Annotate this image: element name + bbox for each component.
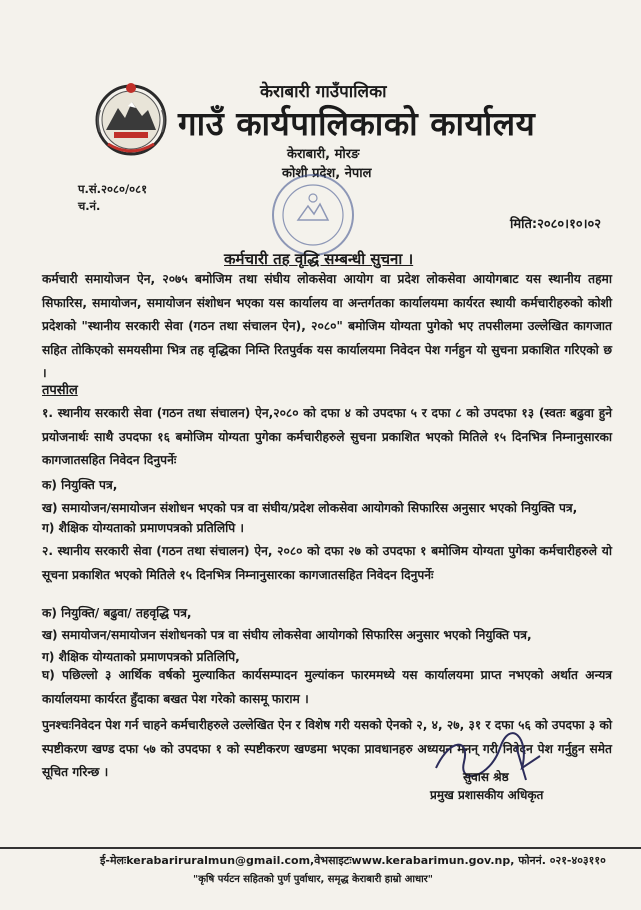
office-province: कोशी प्रदेश, नेपाल — [282, 166, 372, 181]
footer-divider — [0, 847, 641, 849]
item-1-b: ख) समायोजन/समायोजन संशोधन भएको पत्र वा संघीय/प्रदेश लोकसेवा आयोगको सिफारिस अनुसार भएको नियुक्ति पत्र, — [42, 501, 578, 515]
office-title: गाउँ कार्यपालिकाको कार्यालय — [178, 104, 536, 143]
office-stamp-icon — [268, 170, 358, 260]
signer-title: प्रमुख प्रशासकीय अधिकृत — [430, 788, 544, 802]
intro-paragraph: कर्मचारी समायोजन ऐन, २०७५ बमोजिम तथा संघीय लोकसेवा आयोग वा प्रदेश लोकसेवा आयोगबाट यस स्थानीय तहमा सिफारिस, समायोजन, समायोजन संशोधन भएका यस कार्यालय वा अन्तर्गतका कार्यालयमा कार्यरत स्थायी कर्मचारीहरुको कोशी प्रदेशको "स्थानीय सरकारी सेवा (गठन तथा संचालन ऐन), २०८०" बमोजिम योग्यता पुगेको भए तपसीलमा उल्लेखित कागजात सहित तोकिएको समयसीमा भित्र तह वृद्धिका निम्ति रितपुर्वक यस कार्यालयमा निवेदन पेश गर्नहुन यो सुचना प्रकाशित गरिएको छ । — [42, 272, 612, 380]
item-1-a: क) नियुक्ति पत्र, — [42, 478, 118, 492]
details-heading: तपसील — [42, 383, 78, 398]
notice-subject: कर्मचारी तह वृद्धि सम्बन्धी सुचना । — [224, 250, 414, 268]
item-1-text: १. स्थानीय सरकारी सेवा (गठन तथा संचालन) ऐन,२०८० को दफा ४ को उपदफा ५ र दफा ८ को उपदफा १३ (स्वतः बढुवा हुने प्रयोजनार्थः साथै उपदफा १६ बमोजिम योग्यता पुगेका कर्मचारीहरुले सुचना प्रकाशित भएको मितिले १५ दिनभित्र निम्नानुसारका कागजातसहित निवेदन दिनुपर्नेः — [42, 406, 612, 467]
municipality-name: केराबारी गाउँपालिका — [260, 82, 387, 102]
reference-number: प.सं.२०८०/०८१ — [78, 182, 148, 196]
issue-date: मिति:२०८०।१०।०२ — [510, 217, 602, 232]
item-2-c: ग) शैक्षिक योग्यताको प्रमाणपत्रको प्रतिलिपि, — [42, 650, 240, 664]
item-2-b: ख) समायोजन/समायोजन संशोधनको पत्र वा संघीय लोकसेवा आयोगको सिफारिस अनुसार भएको नियुक्ति पत्र, — [42, 628, 532, 642]
item-2-a: क) नियुक्ति/ बढुवा/ तहवृद्धि पत्र, — [42, 606, 192, 620]
signer-name: सुवास श्रेष्ठ — [463, 770, 509, 784]
office-place: केराबारी, मोरङ — [287, 147, 360, 162]
footer-slogan: "कृषि पर्यटन सहितको पुर्ण पुर्वाधार, समृद्ध केराबारी हाम्रो आधार" — [193, 874, 433, 885]
footer-contact: ई-मेलःkerabariruralmun@gmail.com,वेभसाइटःwww.kerabarimun.gov.np, फोननं. ०२१-४०३११० — [100, 854, 606, 867]
item-1-c: ग) शैक्षिक योग्यताको प्रमाणपत्रको प्रतिलिपि । — [42, 521, 245, 535]
dispatch-number: च.नं. — [78, 199, 101, 213]
item-2-text: २. स्थानीय सरकारी सेवा (गठन तथा संचालन) ऐन, २०८० को दफा २७ को उपदफा १ बमोजिम योग्यता पुगेका कर्मचारीहरुले यो सूचना प्रकाशित भएको मितिले १५ दिनभित्र निम्नानुसारका कागजातसहित निवेदन दिनुपर्नेः — [42, 544, 612, 582]
item-2-d: घ) पछिल्लो ३ आर्थिक वर्षको मुल्याकित कार्यसम्पादन मुल्यांकन फारममध्ये यस कार्यालयमा प्राप्त नभएको अर्थात अन्यत्र कार्यालयमा कार्यरत हुँदाका बखत पेश गरेको कासमू फाराम । — [42, 668, 612, 706]
nepal-emblem-icon — [92, 80, 170, 164]
postscript-note: पुनश्चःनिवेदन पेश गर्न चाहने कर्मचारीहरुले उल्लेखित ऐन र विशेष गरी यसको ऐनको २, ४, २७, ३१ र दफा ५६ को उपदफा ३ को स्पष्टीकरण खण्ड दफा ५७ को उपदफा १ को स्पष्टीकरण खण्डमा भएका प्रावधानहरु अध्ययन मनन् गरी निवेदन पेश गर्नुहुन समेत सूचित गरिन्छ । — [42, 718, 612, 779]
